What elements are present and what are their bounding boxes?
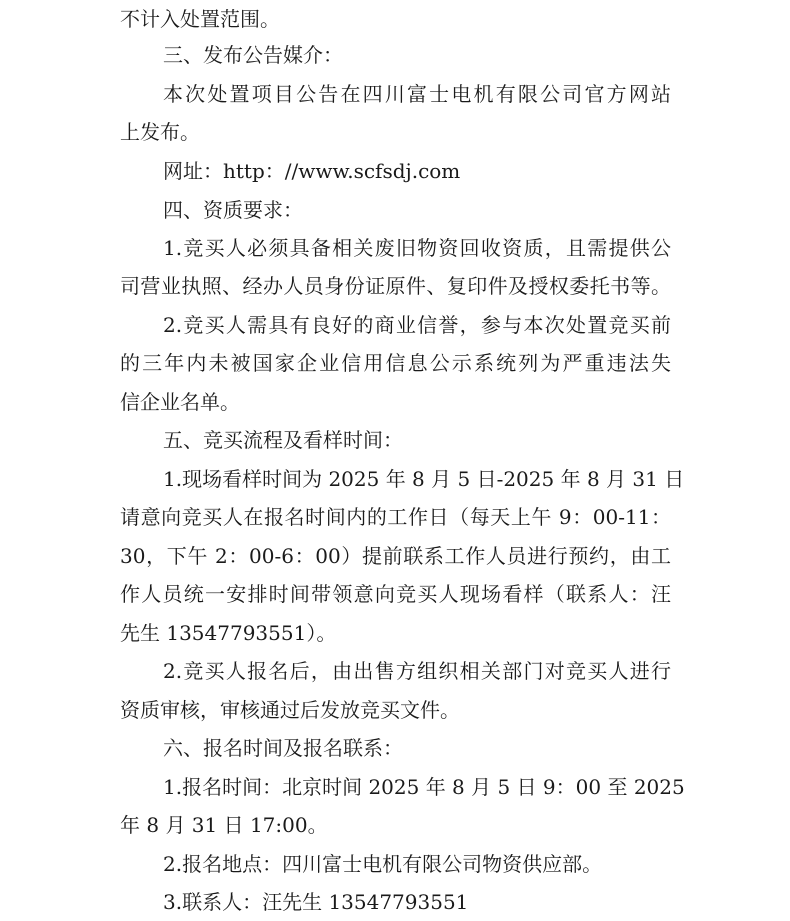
website-line: 网址：http：//www.scfsdj.com — [163, 159, 461, 183]
paragraph-line: 信企业名单。 — [120, 390, 240, 414]
paragraph-line: 30，下午 2：00-6：00）提前联系工作人员进行预约，由工 — [120, 544, 671, 568]
section-heading: 五、竞买流程及看样时间： — [163, 428, 403, 452]
paragraph-line: 作人员统一安排时间带领意向竞买人现场看样（联系人：汪 — [120, 582, 671, 606]
paragraph-line: 的三年内未被国家企业信用信息公示系统列为严重违法失 — [120, 351, 671, 375]
paragraph-line: 请意向竞买人在报名时间内的工作日（每天上午 9：00-11： — [120, 505, 671, 529]
contact-line: 3.联系人：汪先生 13547793551 — [163, 890, 469, 914]
paragraph-line: 2.竞买人需具有良好的商业信誉，参与本次处置竞买前 — [163, 313, 671, 337]
section-heading: 六、报名时间及报名联系： — [163, 736, 403, 760]
section-heading: 四、资质要求： — [163, 198, 303, 222]
paragraph-line: 2.竞买人报名后，由出售方组织相关部门对竞买人进行 — [163, 659, 671, 683]
paragraph-line: 上发布。 — [120, 120, 200, 144]
paragraph-line: 1.竞买人必须具备相关废旧物资回收资质，且需提供公 — [163, 236, 671, 260]
paragraph-line: 2.报名地点：四川富士电机有限公司物资供应部。 — [163, 852, 603, 876]
paragraph-line: 年 8 月 31 日 17:00。 — [120, 813, 328, 837]
paragraph-line: 1.报名时间：北京时间 2025 年 8 月 5 日 9：00 至 2025 — [163, 775, 685, 799]
paragraph-line: 司营业执照、经办人员身份证原件、复印件及授权委托书等。 — [120, 274, 671, 298]
paragraph-line: 1.现场看样时间为 2025 年 8 月 5 日-2025 年 8 月 31 日 — [163, 467, 685, 491]
paragraph-line: 资质审核，审核通过后发放竞买文件。 — [120, 698, 460, 722]
paragraph-line: 先生 13547793551）。 — [120, 621, 337, 645]
paragraph-line: 不计入处置范围。 — [120, 7, 280, 31]
section-heading: 三、发布公告媒介： — [163, 43, 343, 67]
paragraph-line: 本次处置项目公告在四川富士电机有限公司官方网站 — [163, 82, 671, 106]
